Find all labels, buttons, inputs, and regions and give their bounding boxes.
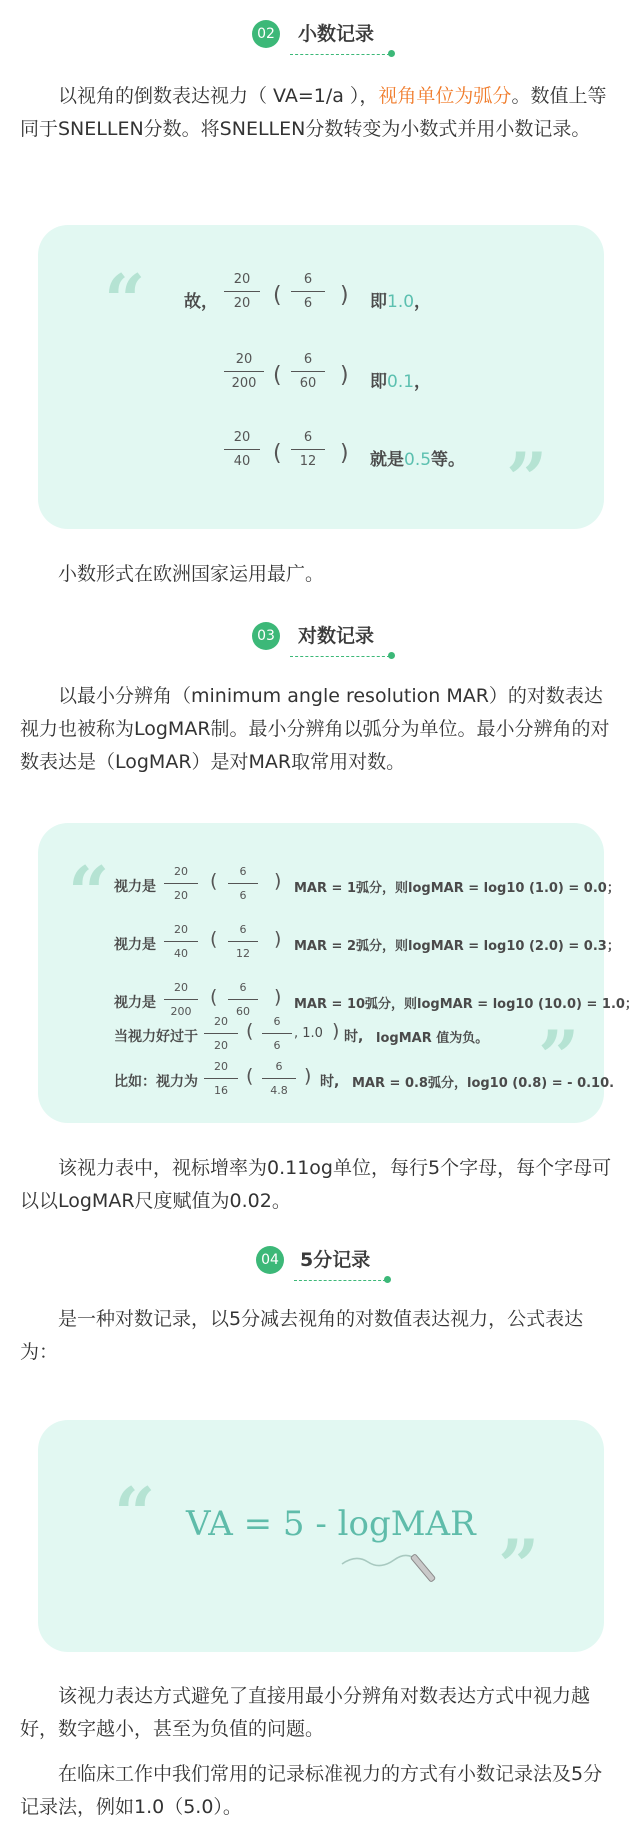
numerator: 20	[174, 865, 188, 878]
section-underline-dot	[388, 50, 395, 57]
fraction-bar	[224, 371, 264, 372]
fraction-bar	[291, 449, 325, 450]
open-quote-icon: “	[114, 1471, 156, 1556]
decimal-value: , 1.0	[294, 1026, 323, 1041]
right-paren: )	[274, 986, 282, 1008]
result-value: 0.1	[387, 372, 415, 392]
fraction-bar	[228, 941, 258, 942]
left-paren: (	[210, 986, 218, 1008]
numerator: 20	[174, 981, 188, 994]
fraction-bar	[228, 999, 258, 1000]
formula-text: VA = 5 - logMAR	[186, 1504, 476, 1544]
numerator: 6	[239, 981, 247, 994]
numerator: 6	[239, 923, 247, 936]
result-value: 1.0	[387, 292, 415, 312]
numerator: 20	[174, 923, 188, 936]
fraction-bar	[224, 449, 260, 450]
section-underline	[290, 656, 390, 657]
result-suffix: 等。	[431, 450, 466, 470]
left-paren: (	[246, 1020, 254, 1042]
fraction-feet	[164, 921, 198, 962]
formula-card	[38, 1420, 604, 1652]
left-paren: (	[210, 870, 218, 892]
left-paren: (	[273, 283, 282, 308]
open-quote-icon: “	[104, 258, 146, 343]
numerator: 6	[273, 1015, 281, 1028]
right-paren: )	[340, 441, 349, 466]
result-suffix: ，	[414, 292, 432, 312]
section-number-badge: 04	[256, 1246, 284, 1274]
section-underline	[290, 54, 390, 55]
row-lead: 故，	[184, 292, 218, 312]
denominator: 40	[233, 454, 251, 469]
section-header-04	[0, 1240, 640, 1280]
text-span: 。数值上等同于SNELLEN分数。将SNELLEN分数转变为小数式并用小数记录。	[20, 85, 607, 140]
result-suffix: ，	[414, 372, 432, 392]
logmar-examples-card	[38, 823, 638, 1123]
section-title: 对数记录	[298, 625, 375, 647]
fraction-bar	[224, 291, 260, 292]
fraction-bar	[262, 1033, 292, 1034]
fraction-feet	[224, 429, 260, 470]
numerator: 20	[214, 1060, 228, 1073]
right-paren: )	[340, 283, 349, 308]
row-lead: 当视力好过于	[114, 1029, 198, 1045]
paragraph-europe: 小数形式在欧洲国家运用最广。	[58, 563, 325, 585]
denominator: 40	[174, 947, 188, 960]
result-prefix: 就是	[370, 450, 404, 470]
paragraph-logmar-intro: 以最小分辨角（minimum angle resolution MAR）的对数表达视力也被称为LogMAR制。最小分辨角以弧分为单位。最小分辨角的对数表达是（LogMAR）是对MAR取常用对数。	[20, 685, 610, 773]
row-result	[370, 367, 431, 392]
denominator: 6	[303, 296, 313, 311]
right-paren: )	[340, 363, 349, 388]
denominator: 200	[170, 1005, 192, 1018]
logmar-note: MAR = 0.8弧分，log10 (0.8) = - 0.10.	[352, 1076, 615, 1091]
denominator: 6	[273, 1039, 281, 1052]
fraction-bar	[204, 1078, 238, 1079]
fraction-bar	[204, 1033, 238, 1034]
numerator: 6	[275, 1060, 283, 1073]
logmar-result: MAR = 2弧分，则logMAR = log10 (2.0) = 0.3；	[294, 939, 620, 954]
fraction-bar	[228, 883, 258, 884]
fraction-bar	[291, 371, 325, 372]
numerator: 20	[214, 1015, 228, 1028]
denominator: 60	[299, 376, 317, 391]
section-underline	[294, 1280, 386, 1281]
right-paren: )	[304, 1065, 312, 1087]
numerator: 6	[239, 865, 247, 878]
row-lead: 视力是	[114, 879, 156, 895]
row-suffix: 时,	[344, 1029, 364, 1045]
fraction-meters	[228, 921, 258, 962]
denominator: 200	[231, 376, 257, 391]
left-paren: (	[273, 363, 282, 388]
paragraph-clinical-use: 在临床工作中我们常用的记录标准视力的方式有小数记录法及5分记录法，例如1.0（5.0）。	[20, 1763, 603, 1818]
right-paren: )	[274, 928, 282, 950]
numerator: 20	[233, 430, 251, 445]
paragraph-decimal-intro	[20, 80, 620, 146]
section-title: 5分记录	[300, 1249, 371, 1271]
numerator: 6	[303, 430, 313, 445]
result-value: 0.5	[404, 450, 432, 470]
denominator: 6	[239, 889, 247, 902]
paragraph-advantage: 该视力表达方式避免了直接用最小分辨角对数表达方式中视力越好，数字越小，甚至为负值的问题。	[20, 1685, 591, 1740]
section-underline-dot	[384, 1276, 391, 1283]
logmar-result: MAR = 1弧分，则logMAR = log10 (1.0) = 0.0；	[294, 881, 620, 896]
fraction-bar	[164, 941, 198, 942]
fraction-feet	[204, 1013, 238, 1054]
fraction-bar	[164, 999, 198, 1000]
open-quote-icon: “	[68, 850, 110, 935]
row-lead: 视力是	[114, 937, 156, 953]
numerator: 6	[303, 272, 313, 287]
pen-underline-icon	[338, 1544, 458, 1594]
section-number-badge: 02	[252, 20, 280, 48]
fraction-meters	[228, 863, 258, 904]
numerator: 6	[303, 352, 313, 367]
denominator: 16	[214, 1084, 228, 1097]
close-quote-icon: ”	[538, 1014, 580, 1099]
numerator: 20	[235, 352, 253, 367]
denominator: 20	[233, 296, 251, 311]
row-result	[370, 445, 465, 470]
right-paren: )	[332, 1020, 340, 1042]
row-result	[370, 287, 431, 312]
fraction-feet	[224, 271, 260, 312]
fraction-meters	[262, 1058, 296, 1099]
left-paren: (	[246, 1065, 254, 1087]
left-paren: (	[273, 441, 282, 466]
text-span: 以视角的倒数表达视力（ VA=1/a ），	[58, 85, 379, 107]
close-quote-icon: ”	[498, 1523, 540, 1608]
denominator: 12	[236, 947, 250, 960]
fraction-meters	[291, 429, 325, 470]
denominator: 4.8	[270, 1084, 288, 1097]
logmar-result: MAR = 10弧分，则logMAR = log10 (10.0) = 1.0；	[294, 997, 638, 1012]
section-header-02	[0, 14, 640, 54]
right-paren: )	[274, 870, 282, 892]
fraction-meters	[291, 271, 325, 312]
left-paren: (	[210, 928, 218, 950]
row-suffix: 时,	[320, 1074, 340, 1090]
denominator: 12	[299, 454, 317, 469]
denominator: 60	[236, 1005, 250, 1018]
paragraph-5-point-intro: 是一种对数记录，以5分减去视角的对数值表达视力，公式表达为：	[20, 1308, 584, 1363]
numerator: 20	[233, 272, 251, 287]
fraction-bar	[262, 1078, 296, 1079]
section-underline-dot	[388, 652, 395, 659]
section-title: 小数记录	[298, 23, 375, 45]
result-prefix: 即	[370, 372, 387, 392]
fraction-meters	[291, 351, 325, 392]
fraction-feet	[164, 863, 198, 904]
paragraph-chart-increment: 该视力表中，视标增率为0.11og单位，每行5个字母，每个字母可以以LogMAR尺度赋值为0.02。	[20, 1157, 612, 1212]
fraction-meters	[262, 1013, 292, 1054]
fraction-bar	[291, 291, 325, 292]
fraction-feet	[204, 1058, 238, 1099]
fraction-feet	[164, 979, 198, 1020]
section-header-03	[0, 616, 640, 656]
fraction-feet	[224, 351, 264, 392]
denominator: 20	[174, 889, 188, 902]
section-number-badge: 03	[252, 622, 280, 650]
highlight-text: 视角单位为弧分	[378, 85, 512, 107]
row-lead: 视力是	[114, 995, 156, 1011]
fraction-bar	[164, 883, 198, 884]
row-lead: 比如：视力为	[114, 1074, 198, 1090]
logmar-note: logMAR 值为负。	[376, 1031, 489, 1046]
denominator: 20	[214, 1039, 228, 1052]
close-quote-icon: ”	[506, 436, 548, 521]
result-prefix: 即	[370, 292, 387, 312]
decimal-examples-card	[38, 225, 604, 529]
